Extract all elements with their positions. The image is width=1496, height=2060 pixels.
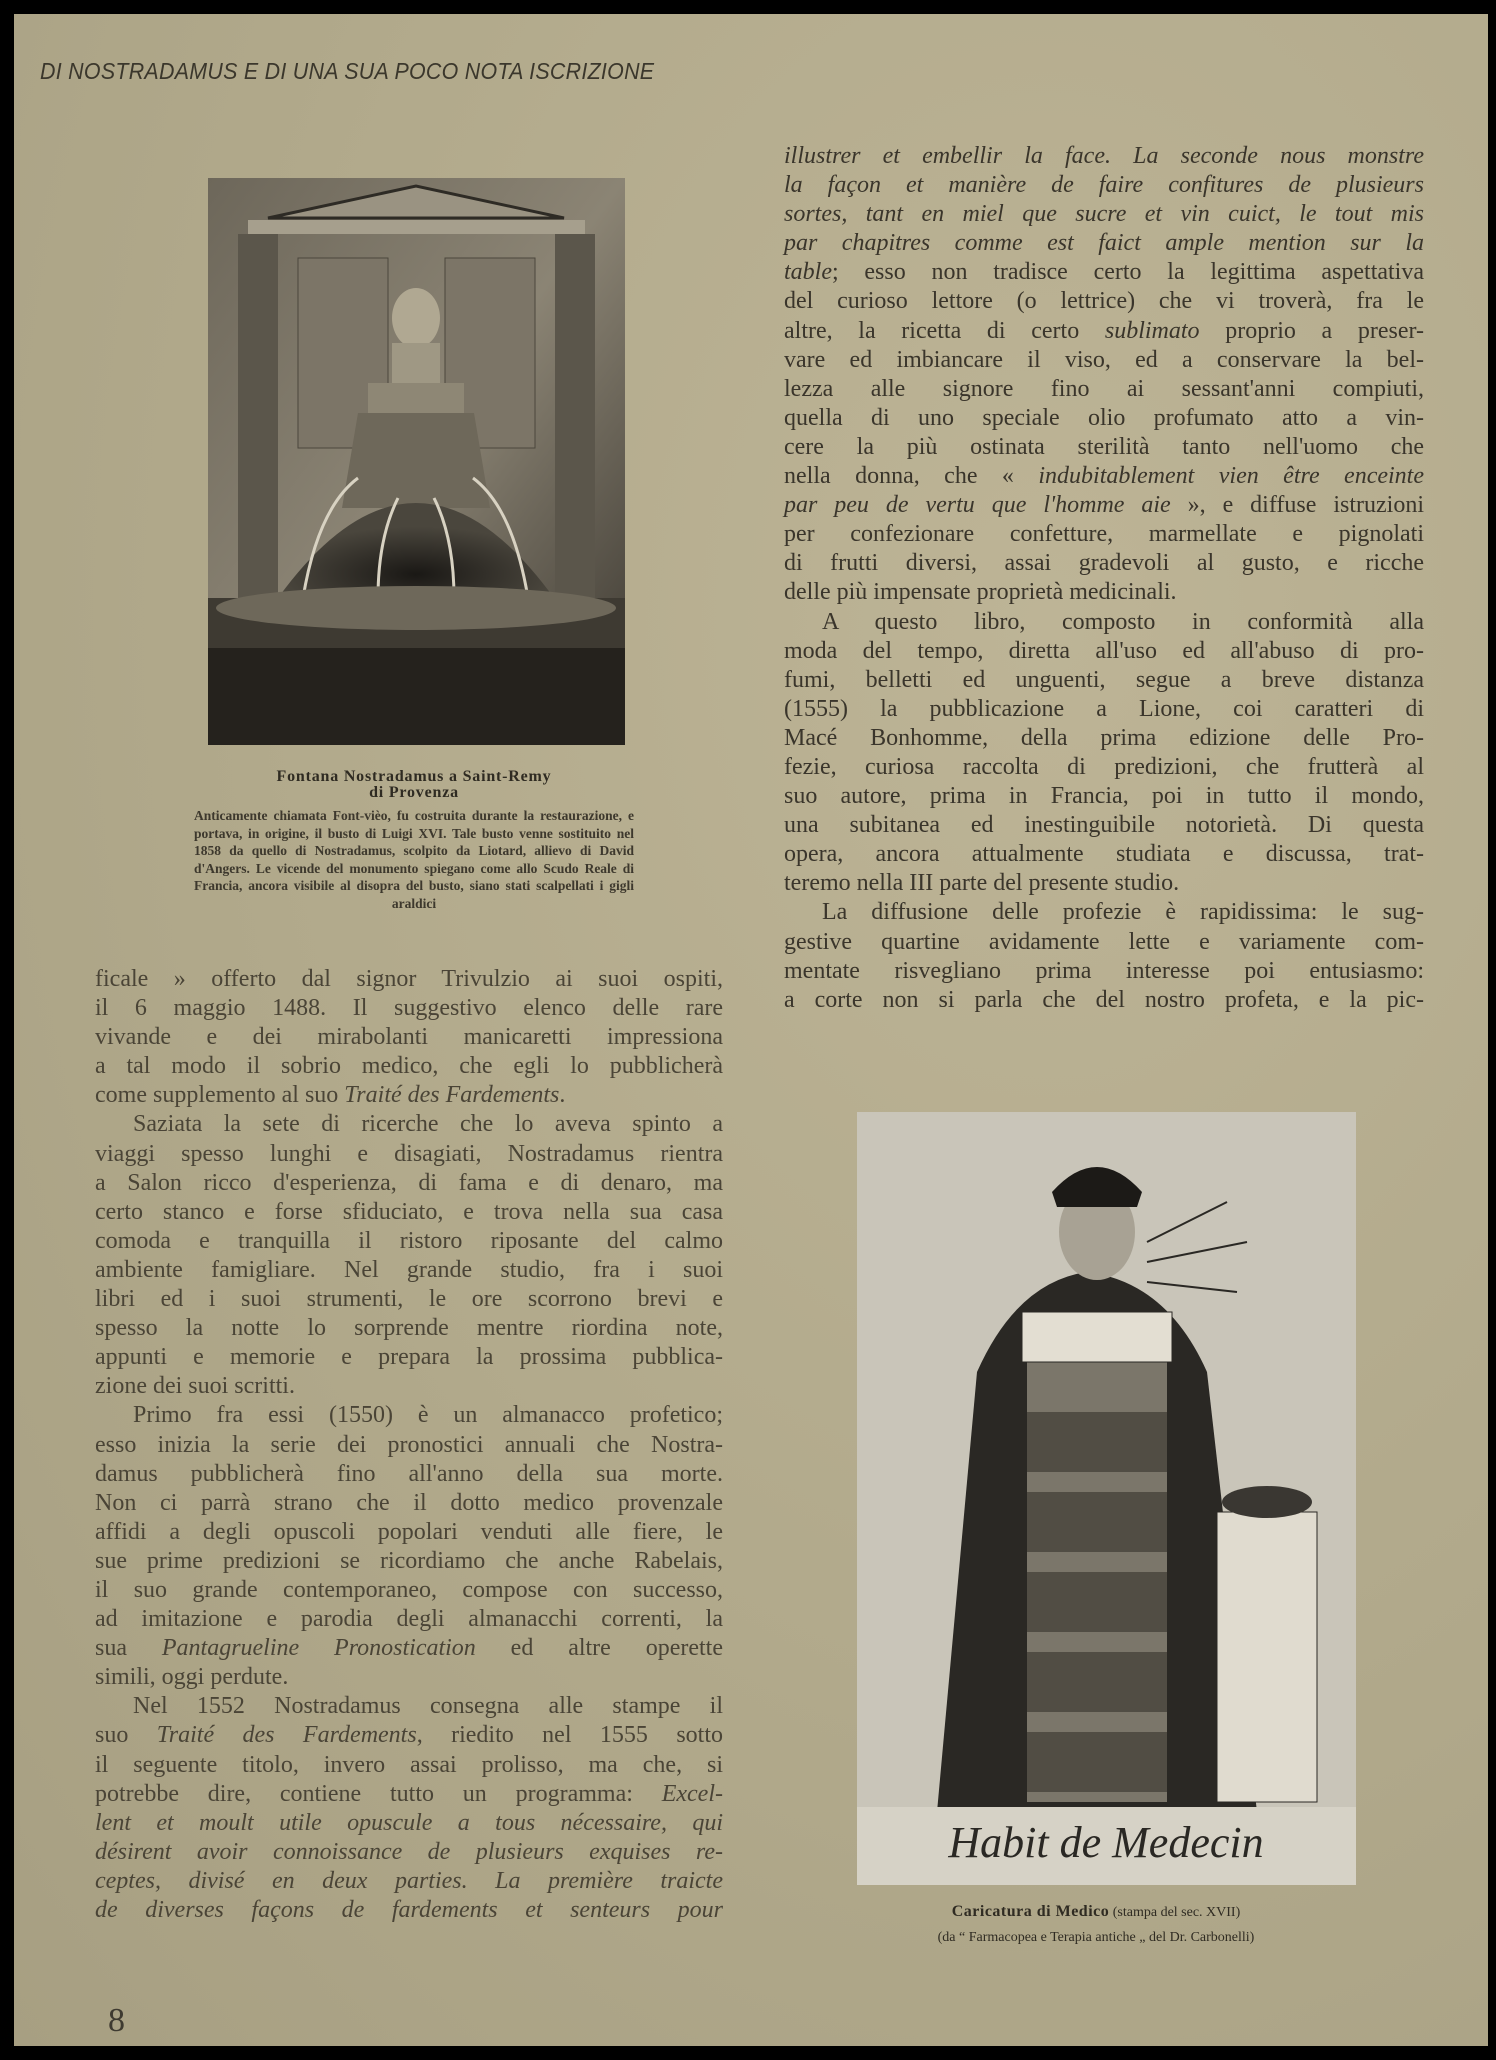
text-line	[784, 462, 1424, 491]
text-segment: opera, ancora attualmente studiata e discussa, trat-	[784, 841, 1424, 868]
text-segment: teremo nella III parte del presente studio.	[784, 870, 1180, 897]
italic-text: Excel-	[661, 1780, 723, 1807]
text-line	[95, 1198, 723, 1227]
text-line	[95, 1110, 723, 1139]
text-line	[784, 957, 1424, 986]
italic-text: sortes, tant en miel que sucre et vin cuict, le tout mis	[784, 201, 1424, 228]
figure1-title-line1: Fontana Nostradamus a Saint-Remy	[276, 768, 552, 785]
text-segment: suo	[95, 1722, 157, 1749]
text-segment: ; esso non tradisce certo la legittima aspettativa	[832, 259, 1424, 286]
text-line	[95, 1285, 723, 1314]
italic-text: indubitablement vien être enceinte	[1038, 463, 1424, 490]
text-line	[95, 1809, 723, 1838]
text-line	[784, 578, 1424, 607]
text-segment: ed altre operette	[475, 1635, 723, 1662]
text-segment: Macé Bonhomme, della prima edizione delle Pro-	[784, 724, 1424, 751]
text-line	[784, 666, 1424, 695]
text-line	[95, 1867, 723, 1896]
text-line	[95, 1751, 723, 1780]
text-line	[784, 840, 1424, 869]
text-line	[95, 1023, 723, 1052]
text-line	[95, 1140, 723, 1169]
text-segment: A questo libro, composto in conformità alla	[822, 608, 1424, 635]
text-segment: sue prime predizioni se ricordiamo che anche Rabelais,	[95, 1547, 723, 1574]
text-line	[95, 1401, 723, 1430]
text-segment: ad imitazione e parodia degli almanacchi correnti, la	[95, 1606, 723, 1633]
text-segment: Non ci parrà strano che il dotto medico provenzale	[95, 1489, 723, 1516]
text-segment: La diffusione delle profezie è rapidissima: le sug-	[822, 899, 1424, 926]
text-segment: cere la più ostinata sterilità tanto nell'uomo che	[784, 433, 1424, 460]
text-line	[784, 608, 1424, 637]
italic-text: sublimato	[1104, 317, 1200, 344]
figure2-caption-line2: (da “ Farmacopea e Terapia antiche „ del Dr. Carbonelli)	[937, 1930, 1255, 1945]
text-segment: damus pubblicherà fino all'anno della sua morte.	[95, 1460, 723, 1487]
text-line	[784, 142, 1424, 171]
text-segment: , riedito nel 1555 sotto	[416, 1722, 723, 1749]
italic-text: lent et moult utile opuscule a tous nécessaire, qui	[95, 1809, 723, 1836]
text-line	[784, 346, 1424, 375]
text-line	[784, 229, 1424, 258]
text-line	[784, 171, 1424, 200]
text-line	[784, 637, 1424, 666]
text-line	[784, 869, 1424, 898]
text-line	[95, 1256, 723, 1285]
italic-text: Traité des Fardements	[344, 1082, 560, 1109]
text-line	[784, 724, 1424, 753]
text-line	[95, 965, 723, 994]
text-segment: nella donna, che «	[784, 463, 1039, 490]
text-segment: simili, oggi perdute.	[95, 1664, 289, 1691]
text-segment: il suo grande contemporaneo, compose con successo,	[95, 1576, 723, 1603]
paragraph	[95, 965, 723, 1110]
italic-text: de diverses façons de fardements et senteurs pour	[95, 1897, 723, 1923]
italic-text: désirent avoir connoissance de plusieurs exquises re-	[95, 1838, 723, 1865]
text-segment: spesso la notte lo sorprende mentre riordina note,	[95, 1315, 723, 1342]
text-segment: esso inizia la serie dei pronostici annuali che Nostra-	[95, 1431, 723, 1458]
figure1-caption	[194, 769, 634, 912]
text-line	[784, 200, 1424, 229]
text-segment: di frutti diversi, assai gradevoli al gusto, e ricche	[784, 550, 1424, 577]
text-line	[95, 1518, 723, 1547]
engraving-caricatura-medico	[857, 1112, 1356, 1885]
text-segment: Nel 1552 Nostradamus consegna alle stampe il	[133, 1693, 723, 1720]
habit-de-medecin-lettering: Habit de Medecin	[948, 1818, 1264, 1867]
text-line	[95, 1081, 723, 1110]
fountain-photo-illustration	[208, 178, 625, 745]
text-segment: Saziata la sete di ricerche che lo aveva spinto a	[133, 1111, 723, 1138]
text-segment: vare ed imbiancare il viso, ed a conservare la bel-	[784, 346, 1424, 373]
text-line	[95, 1169, 723, 1198]
text-line	[95, 1052, 723, 1081]
text-line	[95, 1576, 723, 1605]
text-segment: fumi, belletti ed unguenti, segue a breve distanza	[784, 666, 1424, 693]
text-segment: appunti e memorie e prepara la prossima pubblica-	[95, 1344, 723, 1371]
text-segment: quella di uno speciale olio profumato atto a vin-	[784, 404, 1424, 431]
text-line	[784, 928, 1424, 957]
paragraph	[95, 1692, 723, 1925]
text-segment: sua	[95, 1635, 162, 1662]
text-line	[95, 1692, 723, 1721]
text-segment: a tal modo il sobrio medico, che egli lo pubblicherà	[95, 1053, 723, 1080]
text-segment: il seguente titolo, invero assai prolisso, ma che, si	[95, 1751, 723, 1778]
right-text-column	[784, 142, 1424, 1015]
text-segment: altre, la ricetta di certo	[784, 317, 1105, 344]
text-line	[95, 1431, 723, 1460]
italic-text: table	[784, 259, 832, 286]
text-segment: una subitanea ed inestinguibile notorietà. Di questa	[784, 812, 1424, 839]
paragraph	[95, 1401, 723, 1692]
text-segment: a Salon ricco d'esperienza, di fama e di denaro, ma	[95, 1169, 723, 1196]
paragraph	[784, 608, 1424, 899]
text-segment: del curioso lettore (o lettrice) che vi troverà, fra le	[784, 288, 1424, 315]
italic-text: Traité des Fardements	[156, 1722, 417, 1749]
text-line	[784, 375, 1424, 404]
text-line	[95, 1838, 723, 1867]
figure2-caption-rest: (stampa del sec. XVII)	[1109, 1905, 1241, 1920]
text-line	[784, 986, 1424, 1015]
text-line	[95, 1721, 723, 1750]
text-line	[95, 1663, 723, 1692]
text-line	[95, 1314, 723, 1343]
italic-text: la façon et manière de faire confitures de plusieurs	[784, 172, 1424, 199]
text-segment: suo autore, prima in Francia, poi in tutto il mondo,	[784, 783, 1424, 810]
text-line	[784, 317, 1424, 346]
text-line	[784, 520, 1424, 549]
page-number: 8	[108, 2002, 125, 2039]
italic-text: ceptes, divisé en deux parties. La première traicte	[95, 1867, 723, 1894]
italic-text: par peu de vertu que l'homme aie	[784, 492, 1171, 519]
doctor-caricature-illustration	[857, 1112, 1356, 1885]
running-head: DI NOSTRADAMUS E DI UNA SUA POCO NOTA ISCRIZIONE	[40, 58, 655, 84]
text-segment: fezie, curiosa raccolta di predizioni, che frutterà al	[784, 753, 1424, 780]
text-segment: come supplemento al suo	[95, 1082, 345, 1109]
text-line	[784, 898, 1424, 927]
text-segment: zione dei suoi scritti.	[95, 1373, 295, 1400]
text-line	[95, 1896, 723, 1925]
text-segment: gestive quartine avidamente lette e variamente com-	[784, 928, 1424, 955]
text-line	[784, 753, 1424, 782]
text-line	[95, 1343, 723, 1372]
photo-fontana-nostradamus	[208, 178, 625, 745]
italic-text: illustrer et embellir la face. La seconde nous monstre	[784, 143, 1424, 169]
text-segment: per confezionare confetture, marmellate e pignolati	[784, 521, 1424, 548]
paragraph	[95, 1110, 723, 1401]
text-line	[95, 1547, 723, 1576]
text-segment: viaggi spesso lunghi e disagiati, Nostradamus rientra	[95, 1140, 723, 1167]
text-segment: Primo fra essi (1550) è un almanacco profetico;	[133, 1402, 723, 1429]
figure1-caption-text: Anticamente chiamata Font-vièo, fu costruita durante la restaurazione, e portava, in origine, il busto di Luigi XVI. Tale busto venne sostituito nel 1858 da quello di Nostradamus, scolpito da Liotard, allievo di David d'Angers. Le vicende del monumento spiegano come allo Scudo Reale di Francia, ancora visibile al disopra del busto, siano stati scalpellati i gigli araldici	[194, 808, 634, 911]
text-segment: proprio a preser-	[1199, 317, 1424, 344]
text-line	[95, 1489, 723, 1518]
text-line	[95, 994, 723, 1023]
text-line	[784, 811, 1424, 840]
paragraph	[784, 142, 1424, 608]
italic-text: par chapitres comme est faict ample mention sur la	[784, 230, 1424, 257]
text-line	[784, 287, 1424, 316]
text-segment: ficale » offerto dal signor Trivulzio ai suoi ospiti,	[95, 966, 723, 992]
text-segment: ambiente famigliare. Nel grande studio, fra i suoi	[95, 1256, 723, 1283]
italic-text: Pantagrueline Pronostication	[161, 1635, 476, 1662]
text-line	[95, 1227, 723, 1256]
text-segment: delle più impensate proprietà medicinali.	[784, 579, 1177, 606]
text-segment: mentate risvegliano prima interesse poi entusiasmo:	[784, 957, 1424, 984]
text-segment: », e diffuse istruzioni	[1170, 492, 1424, 519]
left-text-column	[95, 965, 723, 1925]
text-segment: a corte non si parla che del nostro profeta, e la pic-	[784, 986, 1424, 1013]
text-segment: libri ed i suoi strumenti, le ore scorrono brevi e	[95, 1286, 723, 1313]
text-segment: moda del tempo, diretta all'uso ed all'abuso di pro-	[784, 637, 1424, 664]
text-line	[95, 1634, 723, 1663]
text-line	[95, 1372, 723, 1401]
text-segment: .	[559, 1082, 566, 1109]
text-segment: il 6 maggio 1488. Il suggestivo elenco delle rare	[95, 995, 723, 1022]
figure2-caption-bold: Caricatura di Medico	[951, 1903, 1110, 1920]
text-line	[784, 782, 1424, 811]
text-line	[784, 404, 1424, 433]
magazine-page	[14, 14, 1488, 2046]
text-line	[784, 433, 1424, 462]
text-line	[784, 695, 1424, 724]
figure2-caption	[836, 1899, 1356, 1950]
text-line	[95, 1780, 723, 1809]
text-line	[784, 491, 1424, 520]
text-line	[95, 1460, 723, 1489]
text-segment: lezza alle signore fino ai sessant'anni compiuti,	[784, 375, 1424, 402]
figure1-title-line2: di Provenza	[369, 784, 459, 801]
text-segment: affidi a degli opuscoli popolari venduti alle fiere, le	[95, 1518, 723, 1545]
paragraph	[784, 898, 1424, 1014]
text-line	[784, 549, 1424, 578]
text-line	[784, 258, 1424, 287]
text-segment: (1555) la pubblicazione a Lione, coi caratteri di	[784, 695, 1424, 722]
text-line	[95, 1605, 723, 1634]
text-segment: comoda e tranquilla il ristoro riposante del calmo	[95, 1227, 723, 1254]
text-segment: certo stanco e forse sfiduciato, e trova nella sua casa	[95, 1198, 723, 1225]
text-segment: potrebbe dire, contiene tutto un programma:	[95, 1780, 662, 1807]
text-segment: vivande e dei mirabolanti manicaretti impressiona	[95, 1024, 723, 1051]
